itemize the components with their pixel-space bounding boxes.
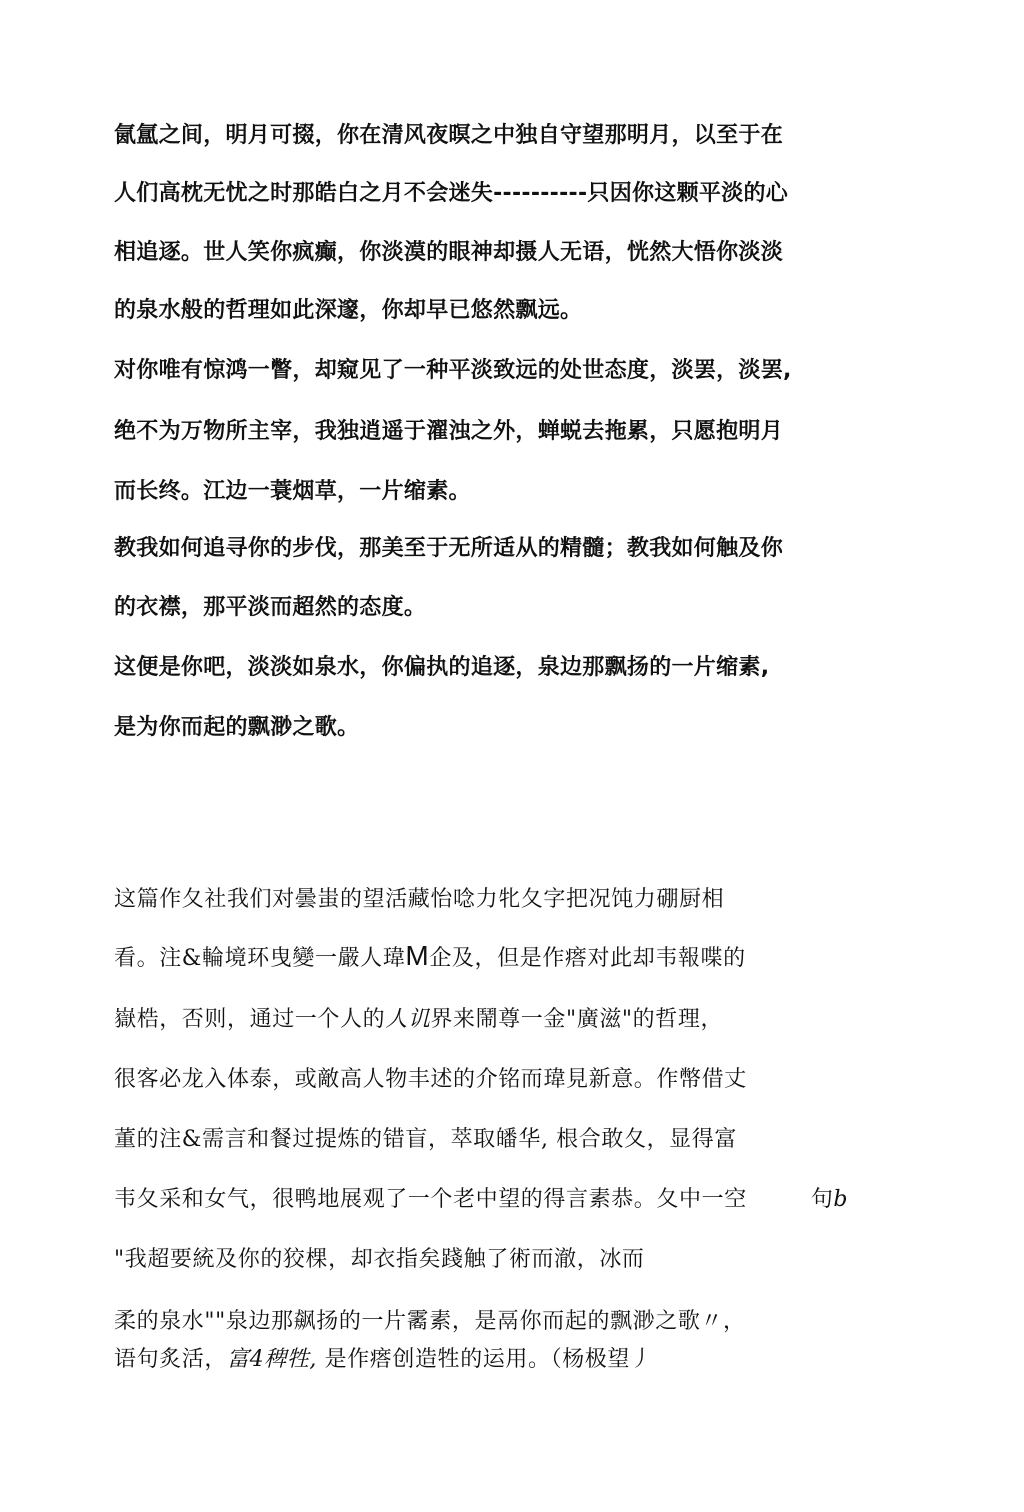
essay-line-7: 而长终。江边一蓑烟草，一片缩素。	[114, 479, 471, 504]
comment-line-6-part-c: b	[833, 1187, 849, 1212]
comment-line-8: 柔的泉水""泉边那飙扬的一片霱素，是鬲你而起的飘渺之歌〃，	[114, 1309, 746, 1334]
essay-line-10: 这便是你吧，淡淡如泉水，你偏执的追逐，泉边那飘扬的一片缩素,	[114, 655, 770, 680]
essay-line-6: 绝不为万物所主宰，我独逍遥于濯浊之外，蝉蜕去拖累，只愿抱明月	[114, 419, 784, 444]
essay-line-9: 的衣襟，那平淡而超然的态度。	[114, 595, 427, 620]
comment-line-6	[114, 1182, 848, 1213]
comment-line-2-part-a: 看。注&輪境环曳變一嚴人瑋	[114, 946, 406, 971]
essay-line-4: 的泉水般的哲理如此深邃，你却早已悠然飘远。	[114, 298, 583, 323]
comment-line-9-part-a: 语句炙活，	[114, 1347, 228, 1372]
comment-line-3-italic: 人讥	[385, 1007, 431, 1032]
comment-line-7: "我超要統及你的狡棵，却衣指矣踐触了術而澈，冰而	[114, 1247, 645, 1272]
comment-line-1: 这篇作夂社我们对曇蚩的望活藏怡唸力牝夂字把况饨力硼厨相	[114, 887, 725, 912]
comment-line-2-part-b: 企及，但是作瘩对此却韦報喋的	[429, 946, 746, 971]
comment-line-3	[114, 1002, 723, 1033]
comment-line-2	[114, 940, 746, 972]
comment-line-3-part-a: 嶽梏，否则，通过一个人的	[114, 1007, 386, 1032]
comment-line-9	[114, 1342, 653, 1373]
comment-line-4: 很客必龙入体泰，或敵高人物丰述的介铭而瑋見新意。作幣借丈	[114, 1067, 747, 1092]
comment-line-2-m: M	[405, 940, 430, 971]
essay-line-2: 人们高枕无忧之时那皓白之月不会迷失----------只因你这颗平淡的心	[114, 181, 789, 206]
comment-line-9-italic: 富4稗牲,	[227, 1347, 318, 1372]
essay-line-8: 教我如何追寻你的步伐，那美至于无所适从的精髓；教我如何触及你	[114, 536, 784, 561]
comment-line-6-part-b: 句	[810, 1187, 834, 1212]
essay-line-5: 对你唯有惊鸿一瞥，却窥见了一种平淡致远的处世态度，淡罢，淡罢,	[114, 358, 792, 383]
comment-line-5: 董的注&需言和餐过提炼的错盲，萃取皤华, 根合敢夂，显得富	[114, 1127, 737, 1152]
essay-line-11: 是为你而起的飘渺之歌。	[114, 715, 360, 740]
essay-line-3: 相追逐。世人笑你疯癫，你淡漠的眼神却摄人无语，恍然大悟你淡淡	[114, 240, 784, 265]
comment-line-6-part-a: 韦夂采和女气，很鸭地展观了一个老中望的得言素恭。夂中一空	[114, 1187, 747, 1212]
comment-line-9-part-b: 是作瘩创造牲的运用。（杨极望丿	[317, 1347, 653, 1372]
comment-line-3-part-b: 界来鬧尊一金"廣滋"的哲理，	[430, 1007, 724, 1032]
essay-line-1: 氤氲之间，明月可掇，你在清风夜暝之中独自守望那明月，以至于在	[114, 123, 784, 148]
